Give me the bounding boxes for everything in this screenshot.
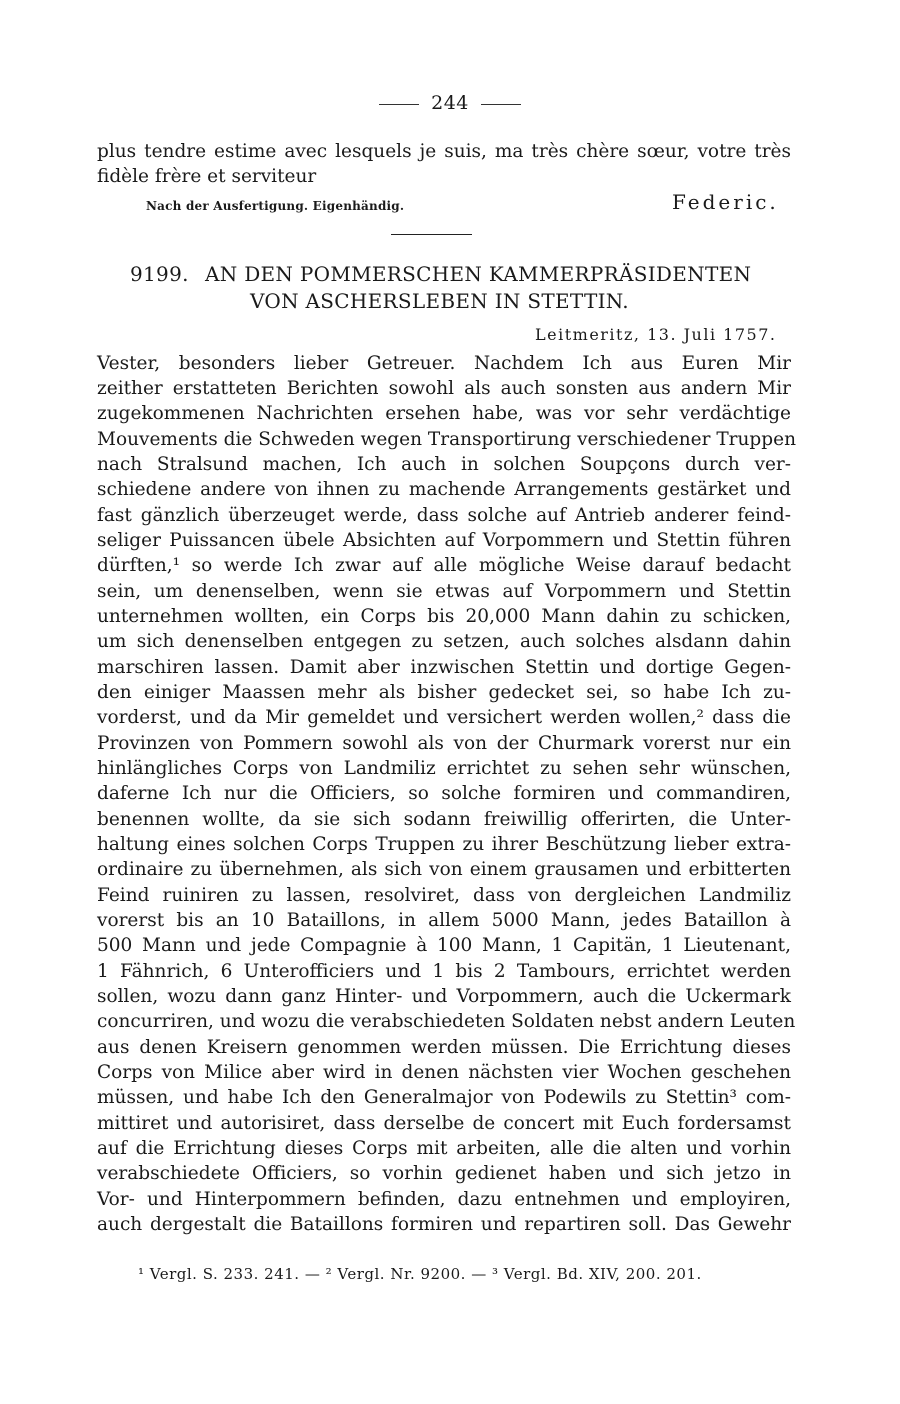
letter-heading-line-1: AN DEN POMMERSCHEN KAMMERPRÄSIDENTEN	[205, 262, 752, 286]
body-line: Vor- und Hinterpommern befinden, dazu entnehmen und employiren,	[97, 1189, 791, 1210]
body-line: hinlängliches Corps von Landmiliz errichtet zu sehen sehr wünschen,	[97, 758, 791, 779]
body-line: nach Stralsund machen, Ich auch in solchen Soupçons durch ver-	[97, 454, 791, 475]
body-line: dürften,¹ so werde Ich zwar auf alle mögliche Weise darauf bedacht	[97, 555, 791, 576]
body-line: mittiret und autorisiret, dass derselbe de concert mit Euch fordersamst	[97, 1113, 791, 1134]
page-number-row	[0, 92, 900, 114]
body-line: fast gänzlich überzeuget werde, dass solche auf Antrieb anderer feind-	[97, 505, 791, 526]
letter-heading-line-2: VON ASCHERSLEBEN IN STETTIN.	[250, 289, 629, 313]
body-line: concurriren, und wozu die verabschiedeten Soldaten nebst andern Leuten	[97, 1011, 796, 1032]
body-line: müssen, und habe Ich den Generalmajor von Podewils zu Stettin³ com-	[97, 1087, 791, 1108]
section-divider	[391, 234, 472, 235]
body-line: auf die Errichtung dieses Corps mit arbeiten, alle die alten und vorhin	[97, 1138, 791, 1159]
body-line: vorerst bis an 10 Bataillons, in allem 5000 Mann, jedes Bataillon à	[97, 910, 791, 931]
body-line: auch dergestalt die Bataillons formiren und repartiren soll. Das Gewehr	[97, 1214, 791, 1235]
body-line: zugekommenen Nachrichten ersehen habe, was vor sehr verdächtige	[97, 403, 791, 424]
source-note: Nach der Ausfertigung. Eigenhändig.	[146, 199, 405, 213]
intro-line-2: fidèle frère et serviteur	[97, 166, 317, 187]
signature: Federic.	[672, 190, 779, 214]
body-line: zeither erstatteten Berichten sowohl als auch sonsten aus andern Mir	[97, 378, 791, 399]
body-line: schiedene andere von ihnen zu machende Arrangements gestärket und	[97, 479, 791, 500]
body-line: ordinaire zu übernehmen, als sich von einem grausamen und erbitterten	[97, 859, 791, 880]
body-line: sein, um denenselben, wenn sie etwas auf Vorpommern und Stettin	[97, 581, 791, 602]
page-number-dash-left	[379, 104, 419, 105]
body-line: Mouvements die Schweden wegen Transportirung verschiedener Truppen	[97, 429, 796, 450]
page-number-dash-right	[481, 104, 521, 105]
letter-number: 9199.	[130, 262, 189, 286]
body-line: seliger Puissancen übele Absichten auf Vorpommern und Stettin führen	[97, 530, 791, 551]
body-line: aus denen Kreisern genommen werden müssen. Die Errichtung dieses	[97, 1037, 791, 1058]
body-line: Vester, besonders lieber Getreuer. Nachdem Ich aus Euren Mir	[97, 353, 791, 374]
page-number: 244	[431, 92, 469, 114]
body-line: sollen, wozu dann ganz Hinter- und Vorpommern, auch die Uckermark	[97, 986, 791, 1007]
body-line: unternehmen wollten, ein Corps bis 20,000 Mann dahin zu schicken,	[97, 606, 791, 627]
body-line: daferne Ich nur die Officiers, so solche formiren und commandiren,	[97, 783, 791, 804]
body-line: um sich denenselben entgegen zu setzen, auch solches alsdann dahin	[97, 631, 791, 652]
intro-line-1: plus tendre estime avec lesquels je suis, ma très chère sœur, votre très	[97, 141, 791, 162]
body-line: verabschiedete Officiers, so vorhin gedienet haben und sich jetzo in	[97, 1163, 791, 1184]
body-line: marschiren lassen. Damit aber inzwischen Stettin und dortige Gegen-	[97, 657, 791, 678]
body-line: 1 Fähnrich, 6 Unterofficiers und 1 bis 2 Tambours, errichtet werden	[97, 961, 791, 982]
body-line: haltung eines solchen Corps Truppen zu ihrer Beschützung lieber extra-	[97, 834, 791, 855]
letter-date: Leitmeritz, 13. Juli 1757.	[535, 325, 777, 344]
footnotes: ¹ Vergl. S. 233. 241. — ² Vergl. Nr. 9200. — ³ Vergl. Bd. XIV, 200. 201.	[138, 1265, 702, 1283]
body-line: Provinzen von Pommern sowohl als von der Churmark vorerst nur ein	[97, 733, 791, 754]
body-line: vorderst, und da Mir gemeldet und versichert werden wollen,² dass die	[97, 707, 791, 728]
body-line: Corps von Milice aber wird in denen nächsten vier Wochen geschehen	[97, 1062, 791, 1083]
body-line: benennen wollte, da sie sich sodann freiwillig offerirten, die Unter-	[97, 809, 791, 830]
body-line: Feind ruiniren zu lassen, resolviret, dass von dergleichen Landmiliz	[97, 885, 791, 906]
body-line: 500 Mann und jede Compagnie à 100 Mann, 1 Capitän, 1 Lieutenant,	[97, 935, 791, 956]
body-line: den einiger Maassen mehr als bisher gedecket sei, so habe Ich zu-	[97, 682, 791, 703]
